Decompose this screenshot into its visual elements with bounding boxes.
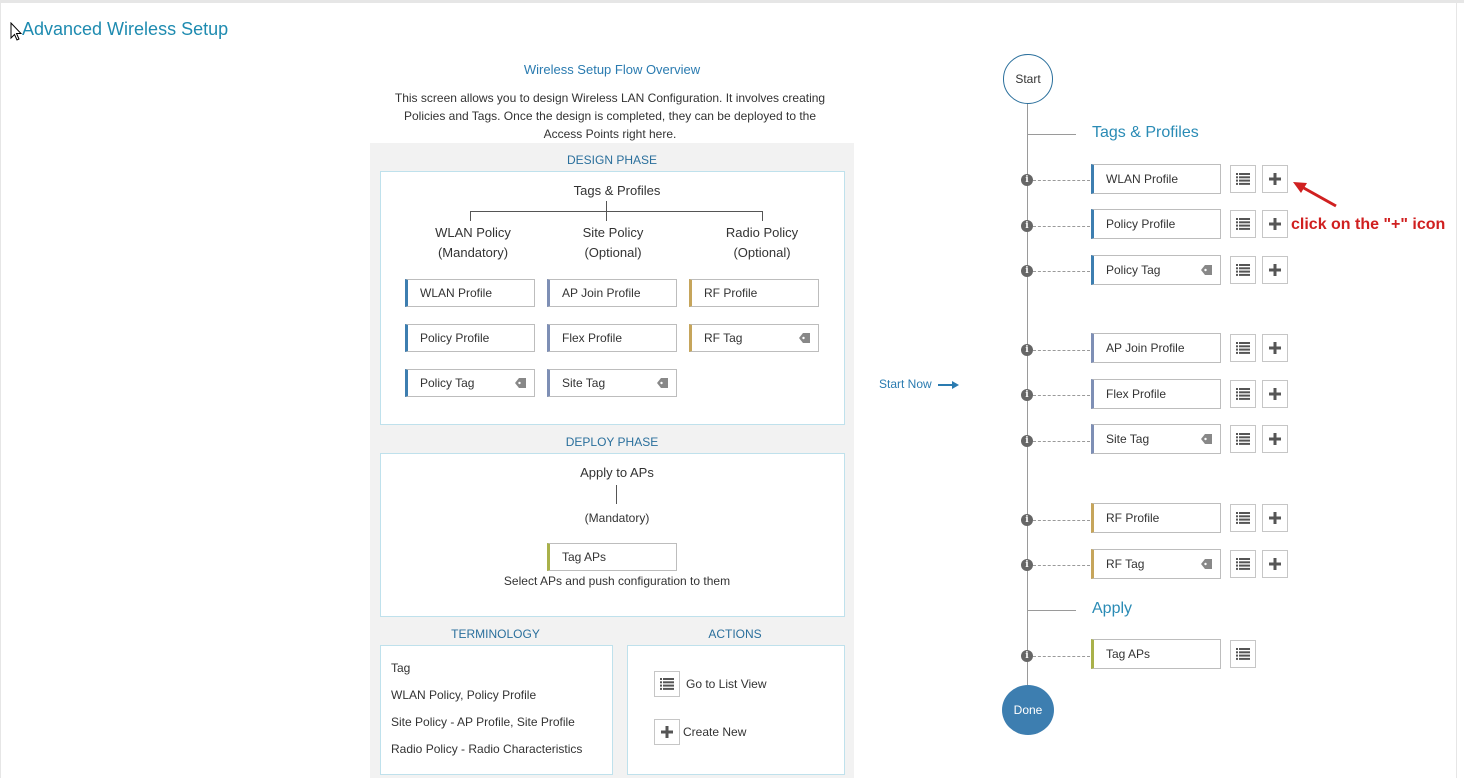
radio-policy-heading [692, 223, 832, 263]
arrow-right-icon [938, 380, 960, 390]
section-apply: Apply [1092, 600, 1133, 617]
row-connector [1033, 271, 1090, 272]
design-rf-tag-label: RF Tag [704, 331, 743, 345]
actions-heading: ACTIONS [708, 627, 762, 641]
section-connector [1028, 610, 1076, 611]
section-tags-profiles: Tags & Profiles [1092, 124, 1199, 141]
list-icon [1236, 218, 1250, 230]
plus-icon [1269, 173, 1281, 185]
tree-connector [470, 211, 763, 212]
deploy-note: (Mandatory) [584, 511, 650, 525]
site-policy-name: Site Policy [582, 225, 644, 240]
flow-site-tag[interactable] [1091, 424, 1221, 454]
annotation-text: click on the "+" icon [1291, 216, 1446, 233]
terminology-heading: TERMINOLOGY [451, 627, 540, 641]
wlan-policy-heading [403, 223, 543, 263]
wlan-profile-add-button[interactable] [1262, 165, 1288, 193]
flow-wlan-profile[interactable]: WLAN Profile [1091, 164, 1221, 194]
terminology-item: WLAN Policy, Policy Profile [391, 688, 537, 702]
wlan-policy-name: WLAN Policy [435, 225, 511, 240]
design-rf-tag [689, 324, 819, 352]
tree-connector [470, 211, 471, 221]
deploy-phase-heading: DEPLOY PHASE [565, 435, 659, 449]
flex-profile-list-button[interactable] [1230, 380, 1256, 408]
plus-icon [1269, 218, 1281, 230]
row-connector [1033, 656, 1090, 657]
list-icon [1236, 342, 1250, 354]
tree-connector [616, 485, 617, 504]
design-policy-tag [405, 369, 535, 397]
rf-profile-list-button[interactable] [1230, 504, 1256, 532]
info-icon[interactable]: i [1021, 220, 1033, 232]
design-policy-tag-label: Policy Tag [420, 376, 475, 390]
design-flex-profile: Flex Profile [547, 324, 677, 352]
row-connector [1033, 180, 1090, 181]
rf-tag-list-button[interactable] [1230, 550, 1256, 578]
policy-profile-add-button[interactable] [1262, 210, 1288, 238]
plus-icon [1269, 558, 1281, 570]
tag-icon [1201, 265, 1213, 275]
list-icon [1236, 388, 1250, 400]
flow-policy-tag-label: Policy Tag [1106, 263, 1161, 277]
design-ap-join-profile: AP Join Profile [547, 279, 677, 307]
list-view-label: Go to List View [686, 677, 767, 691]
radio-policy-note: (Optional) [733, 245, 791, 260]
design-root-label: Tags & Profiles [573, 183, 661, 198]
section-connector [1028, 134, 1076, 135]
design-site-tag-label: Site Tag [562, 376, 606, 390]
tag-icon [657, 378, 669, 388]
policy-tag-list-button[interactable] [1230, 256, 1256, 284]
row-connector [1033, 441, 1090, 442]
info-icon[interactable]: i [1021, 650, 1033, 662]
start-now-link[interactable] [879, 377, 960, 391]
list-icon [1236, 433, 1250, 445]
page-title: Advanced Wireless Setup [22, 19, 229, 39]
tree-connector [762, 211, 763, 221]
flow-rf-tag-label: RF Tag [1106, 557, 1145, 571]
create-new-label: Create New [683, 725, 747, 739]
wlan-policy-note: (Mandatory) [437, 245, 509, 260]
list-icon [1236, 558, 1250, 570]
info-icon[interactable]: i [1021, 265, 1033, 277]
create-new-button[interactable] [654, 719, 680, 745]
info-icon[interactable]: i [1021, 514, 1033, 526]
list-view-button[interactable] [654, 671, 680, 697]
flow-flex-profile[interactable]: Flex Profile [1091, 379, 1221, 409]
tree-connector [606, 211, 607, 221]
flow-done: Done [1002, 685, 1054, 735]
terminology-item: Site Policy - AP Profile, Site Profile [391, 715, 575, 729]
row-connector [1033, 226, 1090, 227]
design-rf-profile: RF Profile [689, 279, 819, 307]
info-icon[interactable]: i [1021, 559, 1033, 571]
info-icon[interactable]: i [1021, 344, 1033, 356]
annotation-arrow-icon [1290, 178, 1338, 210]
flow-ap-join-profile[interactable]: AP Join Profile [1091, 333, 1221, 363]
site-tag-list-button[interactable] [1230, 425, 1256, 453]
plus-icon [1269, 512, 1281, 524]
flow-rf-tag[interactable] [1091, 549, 1221, 579]
start-now-label: Start Now [879, 377, 932, 391]
row-connector [1033, 565, 1090, 566]
tag-aps-list-button[interactable] [1230, 640, 1256, 668]
info-icon[interactable]: i [1021, 435, 1033, 447]
flow-tag-aps[interactable]: Tag APs [1091, 639, 1221, 669]
list-icon [1236, 512, 1250, 524]
design-phase-heading: DESIGN PHASE [566, 153, 658, 167]
info-icon[interactable]: i [1021, 174, 1033, 186]
terminology-item: Tag [391, 661, 411, 675]
design-wlan-profile: WLAN Profile [405, 279, 535, 307]
tag-icon [799, 333, 811, 343]
tag-icon [515, 378, 527, 388]
plus-icon [1269, 342, 1281, 354]
ap-join-profile-list-button[interactable] [1230, 334, 1256, 362]
plus-icon [1269, 433, 1281, 445]
design-site-tag [547, 369, 677, 397]
row-connector [1033, 350, 1090, 351]
deploy-caption: Select APs and push configuration to them [503, 574, 731, 588]
deploy-title: Apply to APs [580, 465, 654, 480]
tag-icon [1201, 559, 1213, 569]
site-policy-note: (Optional) [584, 245, 642, 260]
tag-icon [1201, 434, 1213, 444]
plus-icon [1269, 388, 1281, 400]
plus-icon [1269, 264, 1281, 276]
ap-join-profile-add-button[interactable] [1262, 334, 1288, 362]
mouse-cursor-icon [10, 22, 22, 42]
info-icon[interactable]: i [1021, 389, 1033, 401]
left-border [0, 3, 1, 778]
policy-profile-list-button[interactable] [1230, 210, 1256, 238]
flex-profile-add-button[interactable] [1262, 380, 1288, 408]
top-border [0, 0, 1464, 3]
actions-box [627, 645, 845, 775]
list-icon [660, 678, 674, 690]
row-connector [1033, 520, 1090, 521]
terminology-item: Radio Policy - Radio Characteristics [391, 742, 583, 756]
deploy-tag-aps: Tag APs [547, 543, 677, 571]
radio-policy-name: Radio Policy [725, 225, 799, 240]
overview-title: Wireless Setup Flow Overview [523, 62, 701, 77]
policy-tag-add-button[interactable] [1262, 256, 1288, 284]
flow-policy-tag[interactable] [1091, 255, 1221, 285]
list-icon [1236, 264, 1250, 276]
row-connector [1033, 395, 1090, 396]
plus-icon [661, 726, 673, 738]
rf-profile-add-button[interactable] [1262, 504, 1288, 532]
site-tag-add-button[interactable] [1262, 425, 1288, 453]
flow-start: Start [1003, 54, 1053, 104]
wlan-profile-list-button[interactable] [1230, 165, 1256, 193]
right-border [1456, 3, 1457, 778]
flow-policy-profile[interactable]: Policy Profile [1091, 209, 1221, 239]
design-policy-profile: Policy Profile [405, 324, 535, 352]
site-policy-heading [543, 223, 683, 263]
list-icon [1236, 173, 1250, 185]
list-icon [1236, 648, 1250, 660]
rf-tag-add-button[interactable] [1262, 550, 1288, 578]
flow-rf-profile[interactable]: RF Profile [1091, 503, 1221, 533]
flow-site-tag-label: Site Tag [1106, 432, 1150, 446]
overview-description: This screen allows you to design Wireless LAN Configuration. It involves creating Policies and Tags. Once the design is completed, they can be deployed to the Access Points right here. [394, 91, 826, 141]
